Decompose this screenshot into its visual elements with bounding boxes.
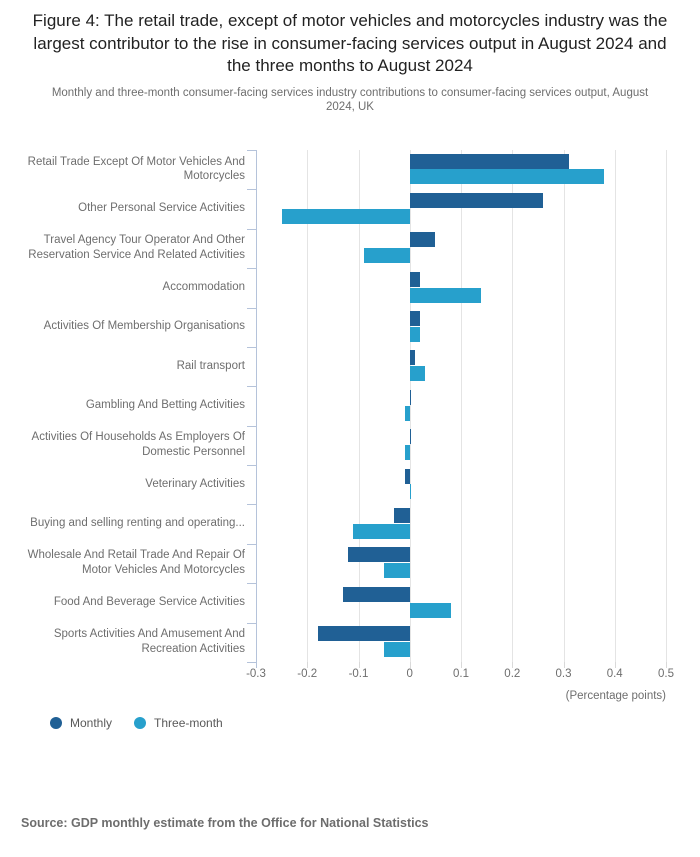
y-axis-tick — [247, 662, 256, 663]
category-label: Buying and selling renting and operating... — [30, 517, 245, 530]
bar-monthly-7[interactable] — [410, 429, 411, 444]
bar-three-month-1[interactable] — [282, 209, 410, 224]
x-tick-labels — [246, 667, 674, 684]
bar-monthly-9[interactable] — [394, 508, 409, 523]
legend — [50, 716, 223, 730]
gridline — [666, 150, 667, 662]
y-axis-tick — [247, 544, 256, 545]
bar-three-month-11[interactable] — [410, 603, 451, 618]
bar-monthly-12[interactable] — [318, 626, 410, 641]
category-label: Veterinary Activities — [145, 478, 245, 491]
x-tick-label: -0.2 — [297, 667, 318, 680]
category-label: Activities Of Households As Employers Of Domestic Personnel — [31, 431, 245, 458]
category-labels — [0, 150, 245, 662]
bar-monthly-4[interactable] — [410, 311, 420, 326]
bar-three-month-9[interactable] — [353, 524, 409, 539]
category-label: Retail Trade Except Of Motor Vehicles And Motorcycles — [27, 155, 245, 183]
y-axis-tick — [247, 583, 256, 584]
bar-chart — [0, 150, 700, 750]
category-label: Accommodation — [162, 281, 245, 294]
x-tick-label: -0.1 — [348, 667, 369, 680]
y-axis-tick — [247, 386, 256, 387]
legend-label: Three-month — [154, 715, 223, 730]
bar-three-month-2[interactable] — [364, 248, 410, 263]
bar-monthly-11[interactable] — [343, 587, 410, 602]
gridline — [359, 150, 360, 662]
category-label: Activities Of Membership Organisations — [43, 320, 245, 333]
category-label: Wholesale And Retail Trade And Repair Of Motor Vehicles And Motorcycles — [27, 549, 245, 576]
gridline — [461, 150, 462, 662]
bar-three-month-8[interactable] — [410, 484, 411, 499]
gridline — [307, 150, 308, 662]
category-label: Sports Activities And Amusement And Recreation Activities — [53, 628, 245, 655]
bar-three-month-3[interactable] — [410, 288, 482, 303]
gridline — [410, 150, 411, 662]
bar-three-month-10[interactable] — [384, 563, 410, 578]
y-axis-line — [256, 150, 257, 663]
gridline — [615, 150, 616, 662]
bar-monthly-0[interactable] — [410, 154, 569, 169]
bar-monthly-1[interactable] — [410, 193, 543, 208]
x-tick-label: 0 — [406, 667, 413, 680]
chart-title: Figure 4: The retail trade, except of motor vehicles and motorcycles industry was the largest contributor to the rise in consumer-facing services output in August 2024 and the three months to August 2024 — [32, 11, 668, 75]
y-axis-tick — [247, 465, 256, 466]
y-axis-tick — [247, 308, 256, 309]
legend-item-three-month[interactable] — [134, 716, 223, 730]
legend-item-monthly[interactable] — [50, 716, 112, 730]
bar-monthly-10[interactable] — [348, 547, 410, 562]
x-tick-label: 0.2 — [504, 667, 521, 680]
plot-area — [256, 150, 666, 662]
x-tick-label: 0.3 — [555, 667, 572, 680]
bar-monthly-3[interactable] — [410, 272, 420, 287]
y-axis-tick — [247, 347, 256, 348]
x-tick-label: 0.5 — [658, 667, 674, 680]
legend-label: Monthly — [70, 715, 113, 730]
bar-monthly-5[interactable] — [410, 350, 415, 365]
bar-three-month-12[interactable] — [384, 642, 410, 657]
y-axis-tick — [247, 426, 256, 427]
x-tick-label: 0.1 — [453, 667, 469, 680]
x-axis-title: (Percentage points) — [565, 689, 666, 702]
x-tick-label: 0.4 — [606, 667, 623, 680]
chart-subtitle: Monthly and three-month consumer-facing services industry contributions to consumer-facing services output, August 2024, UK — [51, 86, 649, 113]
legend-marker-icon — [50, 717, 62, 729]
y-axis-tick — [247, 504, 256, 505]
category-label: Rail transport — [176, 359, 245, 372]
bar-three-month-0[interactable] — [410, 169, 605, 184]
bar-three-month-6[interactable] — [405, 406, 410, 421]
x-tick-label: -0.3 — [246, 667, 266, 680]
legend-marker-icon — [134, 717, 146, 729]
category-label: Other Personal Service Activities — [78, 202, 245, 215]
category-label: Travel Agency Tour Operator And Other Reservation Service And Related Activities — [28, 234, 245, 261]
gridline — [564, 150, 565, 662]
bar-three-month-5[interactable] — [410, 366, 425, 381]
category-label: Gambling And Betting Activities — [85, 399, 245, 412]
y-axis-tick — [247, 229, 256, 230]
source-note: Source: GDP monthly estimate from the Office for National Statistics — [21, 815, 429, 830]
y-axis-tick — [247, 268, 256, 269]
bar-three-month-7[interactable] — [405, 445, 410, 460]
gridline — [512, 150, 513, 662]
bar-monthly-8[interactable] — [405, 469, 410, 484]
bar-three-month-4[interactable] — [410, 327, 420, 342]
y-axis-tick — [247, 189, 256, 190]
y-axis-tick — [247, 150, 256, 151]
bar-monthly-2[interactable] — [410, 232, 436, 247]
bar-monthly-6[interactable] — [410, 390, 411, 405]
y-axis-tick — [247, 623, 256, 624]
category-label: Food And Beverage Service Activities — [53, 596, 245, 609]
